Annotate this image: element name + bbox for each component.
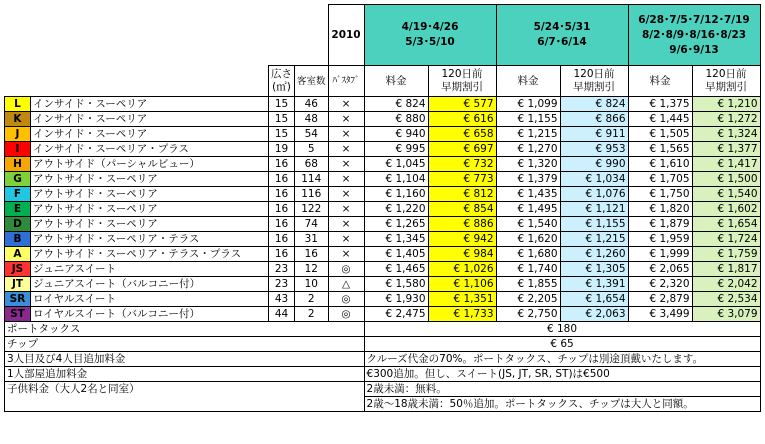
early-fare-period-1: € 697 [428,142,496,157]
fare-period-1: € 1,104 [364,172,428,187]
cabin-size: 44 [269,307,295,322]
early-fare-period-3: € 1,654 [692,217,760,232]
cabin-rooms: 122 [295,202,329,217]
cabin-rooms: 68 [295,157,329,172]
early-header-2-label: 120日前 早期割引 [573,68,616,93]
cabin-code: SR [5,292,31,307]
cabin-bathtub: × [328,172,364,187]
early-fare-period-1: € 1,106 [428,277,496,292]
rooms-header: 客室数 [295,66,329,97]
early-fare-period-3: € 1,417 [692,157,760,172]
early-fare-period-3: € 1,759 [692,247,760,262]
cabin-rooms: 2 [295,307,329,322]
fare-period-1: € 1,265 [364,217,428,232]
early-fare-period-2: € 911 [560,127,628,142]
cabin-size: 16 [269,172,295,187]
fare-header-3: 料金 [628,66,692,97]
header-row-periods [5,5,761,66]
table-body [5,5,761,322]
cabin-code: E [5,202,31,217]
cabin-rooms: 54 [295,127,329,142]
cabin-size: 43 [269,292,295,307]
cabin-bathtub: × [328,232,364,247]
fare-period-3: € 2,320 [628,277,692,292]
early-fare-period-2: € 1,654 [560,292,628,307]
early-fare-period-1: € 812 [428,187,496,202]
fare-period-1: € 940 [364,127,428,142]
size-header-label: 広さ (㎡) [271,68,292,93]
early-fare-period-1: € 616 [428,112,496,127]
cabin-bathtub: × [328,247,364,262]
fare-period-2: € 1,495 [496,202,560,217]
cabin-name: インサイド・スーペリア [31,97,269,112]
early-fare-period-1: € 732 [428,157,496,172]
fare-period-2: € 1,740 [496,262,560,277]
early-fare-period-1: € 1,733 [428,307,496,322]
cabin-rooms: 74 [295,217,329,232]
cabin-bathtub: × [328,142,364,157]
single-supplement-row [5,367,761,382]
fare-period-1: € 995 [364,142,428,157]
fare-period-3: € 1,820 [628,202,692,217]
cabin-size: 16 [269,217,295,232]
table-row [5,97,761,112]
port-tax-row [5,322,761,337]
table-footer [5,322,761,412]
cabin-name: アウトサイド・スーペリア [31,187,269,202]
cabin-rooms: 12 [295,262,329,277]
table-row [5,142,761,157]
fare-period-3: € 1,445 [628,112,692,127]
fare-period-3: € 1,750 [628,187,692,202]
period-2-header [496,5,628,66]
fare-period-2: € 1,155 [496,112,560,127]
header-blank [5,5,329,66]
early-fare-period-3: € 1,602 [692,202,760,217]
period-1-label: 4/19･4/26 5/3･5/10 [401,21,459,48]
early-fare-period-2: € 1,155 [560,217,628,232]
cabin-code: D [5,217,31,232]
port-tax-value: € 180 [364,322,760,337]
cabin-name: インサイド・スーペリア [31,112,269,127]
cabin-code: K [5,112,31,127]
early-header-3 [692,66,760,97]
early-header-1 [428,66,496,97]
fare-period-1: € 1,930 [364,292,428,307]
extra-person-label: 3人目及び4人目追加料金 [5,352,365,367]
cabin-name: アウトサイド・スーペリア [31,202,269,217]
cabin-size: 23 [269,277,295,292]
period-3-header [628,5,760,66]
fare-period-3: € 2,065 [628,262,692,277]
early-fare-period-3: € 1,324 [692,127,760,142]
early-fare-period-1: € 658 [428,127,496,142]
size-header [269,66,295,97]
cabin-code: JT [5,277,31,292]
fare-period-3: € 1,375 [628,97,692,112]
fare-period-3: € 1,705 [628,172,692,187]
fare-period-3: € 2,879 [628,292,692,307]
period-1-header [364,5,496,66]
cabin-size: 15 [269,127,295,142]
year-header: 2010 [328,5,364,66]
early-fare-period-3: € 1,500 [692,172,760,187]
cabin-size: 16 [269,187,295,202]
early-fare-period-3: € 1,377 [692,142,760,157]
fare-period-1: € 880 [364,112,428,127]
cabin-code: A [5,247,31,262]
early-fare-period-2: € 1,305 [560,262,628,277]
early-header-1-label: 120日前 早期割引 [441,68,484,93]
cabin-bathtub: × [328,217,364,232]
fare-period-2: € 1,680 [496,247,560,262]
early-fare-period-1: € 886 [428,217,496,232]
early-fare-period-1: € 984 [428,247,496,262]
cabin-bathtub: × [328,112,364,127]
cabin-bathtub: ◎ [328,262,364,277]
cabin-name: インサイド・スーペリア・プラス [31,142,269,157]
cabin-rooms: 116 [295,187,329,202]
cabin-name: アウトサイド・スーペリア・テラス・プラス [31,247,269,262]
price-table-container [4,4,761,412]
tip-row [5,337,761,352]
fare-period-2: € 1,215 [496,127,560,142]
table-row [5,262,761,277]
header-row-columns [5,66,761,97]
port-tax-label: ポートタックス [5,322,365,337]
fare-period-3: € 1,999 [628,247,692,262]
early-fare-period-1: € 942 [428,232,496,247]
cabin-name: アウトサイド（パーシャルビュー） [31,157,269,172]
single-supplement-value: €300追加。但し、スイート(JS, JT, SR, ST)は€500 [364,367,760,382]
cabin-code: H [5,157,31,172]
cabin-bathtub: ◎ [328,307,364,322]
cabin-bathtub: × [328,127,364,142]
fare-header-2: 料金 [496,66,560,97]
cabin-code: F [5,187,31,202]
cabin-name: アウトサイド・スーペリア・テラス [31,232,269,247]
cabin-size: 15 [269,112,295,127]
fare-period-3: € 1,959 [628,232,692,247]
early-fare-period-3: € 3,079 [692,307,760,322]
early-fare-period-3: € 1,540 [692,187,760,202]
early-fare-period-3: € 1,724 [692,232,760,247]
cabin-bathtub: × [328,202,364,217]
cabin-name: ロイヤルスイート（バルコニー付） [31,307,269,322]
cabin-rooms: 114 [295,172,329,187]
cabin-rooms: 16 [295,247,329,262]
early-fare-period-2: € 824 [560,97,628,112]
cabin-code: G [5,172,31,187]
fare-period-1: € 1,580 [364,277,428,292]
cabin-bathtub: × [328,187,364,202]
table-row [5,112,761,127]
table-row [5,172,761,187]
fare-period-2: € 2,205 [496,292,560,307]
table-row [5,277,761,292]
table-row [5,232,761,247]
fare-period-1: € 1,045 [364,157,428,172]
cabin-size: 16 [269,247,295,262]
table-row [5,247,761,262]
child-fare-row-1 [5,382,761,397]
cabin-size: 19 [269,142,295,157]
fare-period-2: € 1,099 [496,97,560,112]
early-header-3-label: 120日前 早期割引 [705,68,748,93]
fare-period-1: € 1,405 [364,247,428,262]
fare-period-2: € 1,320 [496,157,560,172]
fare-period-2: € 1,540 [496,217,560,232]
cabin-size: 23 [269,262,295,277]
early-fare-period-2: € 1,391 [560,277,628,292]
early-fare-period-2: € 1,076 [560,187,628,202]
cabin-name: インサイド・スーペリア [31,127,269,142]
cabin-size: 16 [269,232,295,247]
early-fare-period-3: € 1,210 [692,97,760,112]
cabin-bathtub: ◎ [328,292,364,307]
fare-period-3: € 1,505 [628,127,692,142]
cabin-rooms: 5 [295,142,329,157]
cabin-bathtub: × [328,97,364,112]
cabin-bathtub: × [328,157,364,172]
early-fare-period-3: € 1,817 [692,262,760,277]
cabin-code: B [5,232,31,247]
tip-value: € 65 [364,337,760,352]
cabin-bathtub: △ [328,277,364,292]
cabin-code: L [5,97,31,112]
fare-period-1: € 2,475 [364,307,428,322]
fare-period-3: € 1,565 [628,142,692,157]
fare-period-1: € 1,220 [364,202,428,217]
extra-person-row [5,352,761,367]
early-fare-period-2: € 1,260 [560,247,628,262]
bath-header: ﾊﾞｽﾀﾌﾞ [328,66,364,97]
fare-header-1: 料金 [364,66,428,97]
cabin-rooms: 46 [295,97,329,112]
early-fare-period-3: € 2,534 [692,292,760,307]
tip-label: チップ [5,337,365,352]
cabin-rooms: 2 [295,292,329,307]
early-fare-period-1: € 1,026 [428,262,496,277]
child-fare-value-1: 2歳未満：無料。 [364,382,760,397]
early-header-2 [560,66,628,97]
cabin-name: ジュニアスイート [31,262,269,277]
fare-period-2: € 1,379 [496,172,560,187]
child-fare-value-2: 2歳～18歳未満：50％追加。ポートタックス、チップは大人と同額。 [364,397,760,412]
early-fare-period-1: € 773 [428,172,496,187]
table-row [5,202,761,217]
table-row [5,157,761,172]
fare-period-1: € 1,160 [364,187,428,202]
cabin-code: I [5,142,31,157]
table-row [5,187,761,202]
fare-period-2: € 1,270 [496,142,560,157]
cabin-code: J [5,127,31,142]
cabin-size: 16 [269,202,295,217]
early-fare-period-1: € 1,351 [428,292,496,307]
early-fare-period-2: € 2,063 [560,307,628,322]
cabin-name: ロイヤルスイート [31,292,269,307]
early-fare-period-1: € 854 [428,202,496,217]
fare-period-3: € 1,879 [628,217,692,232]
early-fare-period-2: € 990 [560,157,628,172]
fare-period-2: € 1,435 [496,187,560,202]
cabin-rooms: 10 [295,277,329,292]
single-supplement-label: 1人部屋追加料金 [5,367,365,382]
early-fare-period-2: € 953 [560,142,628,157]
cabin-rooms: 31 [295,232,329,247]
fare-period-2: € 1,855 [496,277,560,292]
extra-person-value: クルーズ代金の70%。ポートタックス、チップは別途頂戴いたします。 [364,352,760,367]
early-fare-period-2: € 1,215 [560,232,628,247]
cabin-size: 16 [269,157,295,172]
table-row [5,127,761,142]
fare-period-3: € 3,499 [628,307,692,322]
cabin-name: アウトサイド・スーペリア [31,217,269,232]
cabin-code: ST [5,307,31,322]
table-row [5,292,761,307]
early-fare-period-1: € 577 [428,97,496,112]
early-fare-period-3: € 1,272 [692,112,760,127]
fare-period-2: € 2,750 [496,307,560,322]
cabin-name: アウトサイド・スーペリア [31,172,269,187]
fare-period-1: € 824 [364,97,428,112]
header-blank-2 [5,66,269,97]
fare-period-1: € 1,465 [364,262,428,277]
table-row [5,307,761,322]
fare-period-1: € 1,345 [364,232,428,247]
table-row [5,217,761,232]
fare-period-2: € 1,620 [496,232,560,247]
early-fare-period-2: € 866 [560,112,628,127]
child-fare-label: 子供料金（大人2名と同室） [5,382,365,412]
period-2-label: 5/24･5/31 6/7･6/14 [533,21,591,48]
early-fare-period-2: € 1,121 [560,202,628,217]
early-fare-period-3: € 2,042 [692,277,760,292]
cabin-code: JS [5,262,31,277]
early-fare-period-2: € 1,034 [560,172,628,187]
period-3-label: 6/28･7/5･7/12･7/19 8/2･8/9･8/16･8/23 9/6･9/13 [638,13,750,56]
cabin-name: ジュニアスイート（バルコニー付） [31,277,269,292]
fare-period-3: € 1,610 [628,157,692,172]
cabin-rooms: 48 [295,112,329,127]
cabin-size: 15 [269,97,295,112]
cruise-price-table [4,4,761,412]
